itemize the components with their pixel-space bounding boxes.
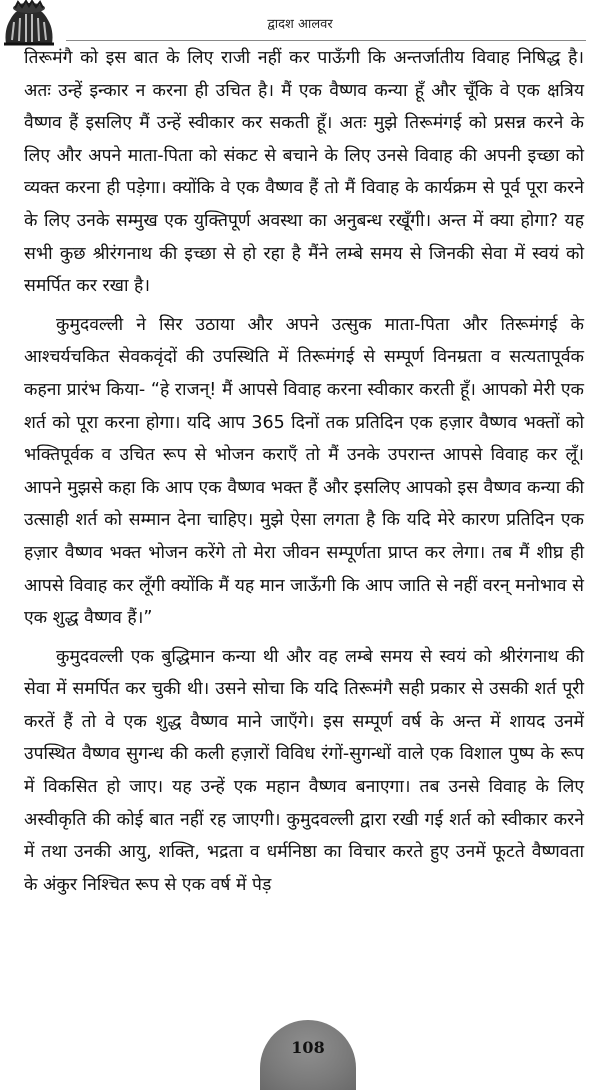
running-header: द्वादश आलवर xyxy=(267,17,333,32)
page-number: 108 xyxy=(291,1038,325,1057)
paragraph: कुमुदवल्ली एक बुद्धिमान कन्या थी और वह लम्बे समय से स्वयं को श्रीरंगनाथ की सेवा में समर्पित कर चुकी थी। उसने सोचा कि यदि तिरूमंगै सही प्रकार से उसकी शर्त पूरी करतें हैं तो वे एक शुद्ध वैष्णव माने जाएँगे। इस सम्पूर्ण वर्ष के अन्त में शायद उनमें उपस्थित वैष्णव सुगन्ध की कली हज़ारों विविध रंगों-सुगन्धों वाले एक विशाल पुष्प के रूप में विकसित हो जाए। यह उन्हें एक महान वैष्णव बनाएगा। तब उनसे विवाह के लिए अस्वीकृति की कोई बात नहीं रह जाएगी। कुमुदवल्ली द्वारा रखी गई शर्त को स्वीकार करने में तथा उनकी आयु, शक्ति, भद्रता व धर्मनिष्ठा का विचार करते हुए उनमें फूटते वैष्णवता के अंकुर निश्चित रूप से एक वर्ष में पेड़ xyxy=(24,646,584,895)
page-body xyxy=(24,42,584,907)
paragraph: कुमुदवल्ली ने सिर उठाया और अपने उत्सुक माता-पिता और तिरूमंगई के आश्चर्यचकित सेवकवृंदों की उपस्थिति में तिरूमंगई से सम्पूर्ण विनम्रता व सत्यतापूर्वक कहना प्रारंभ किया- “हे राजन्! मैं आपसे विवाह करना स्वीकार करती हूँ। आपको मेरी एक शर्त को पूरा करना होगा। यदि आप 365 दिनों तक प्रतिदिन एक हज़ार वैष्णव भक्तों को भक्तिपूर्वक व उचित रूप से भोजन कराएँ तो मैं उनके उपरान्त आपसे विवाह कर लूँ। आपने मुझसे कहा कि आप एक वैष्णव भक्त हैं और इसलिए आपको इस वैष्णव कन्या की उत्साही शर्त को सम्मान देना चाहिए। मुझे ऐसा लगता है कि यदि मेरे कारण प्रतिदिन एक हज़ार वैष्णव भक्त भोजन करेंगे तो मेरा जीवन सम्पूर्णता प्राप्त कर लेगा। तब मैं शीघ्र ही आपसे विवाह कर लूँगी क्योंकि मैं यह मान जाऊँगी कि आप जाति से नहीं वरन् मनोभाव से एक शुद्ध वैष्णव हैं।” xyxy=(24,314,584,629)
paragraph: तिरूमंगै को इस बात के लिए राजी नहीं कर पाऊँगी कि अन्तर्जातीय विवाह निषिद्ध है। अतः उन्हें इन्कार न करना ही उचित है। मैं एक वैष्णव कन्या हूँ और चूँकि वे एक क्षत्रिय वैष्णव हैं इसलिए मैं उन्हें स्वीकार कर सकती हूँ। अतः मुझे तिरूमंगई को प्रसन्न करने के लिए और अपने माता-पिता को संकट से बचाने के लिए उनसे विवाह की अपनी इच्छा को व्यक्त करना ही पड़ेगा। क्योंकि वे एक वैष्णव हैं तो मैं विवाह के कार्यक्रम से पूर्व पूरा करने के लिए उनके सम्मुख एक युक्तिपूर्ण अवस्था का अनुबन्ध रखूँगी। अन्त में क्या होगा? यह सभी कुछ श्रीरंगनाथ की इच्छा से हो रहा है मैंने लम्बे समय से जिनकी सेवा में स्वयं को समर्पित कर रखा है। xyxy=(24,48,584,297)
header-divider xyxy=(66,40,586,41)
page-number-tab xyxy=(260,1020,356,1090)
